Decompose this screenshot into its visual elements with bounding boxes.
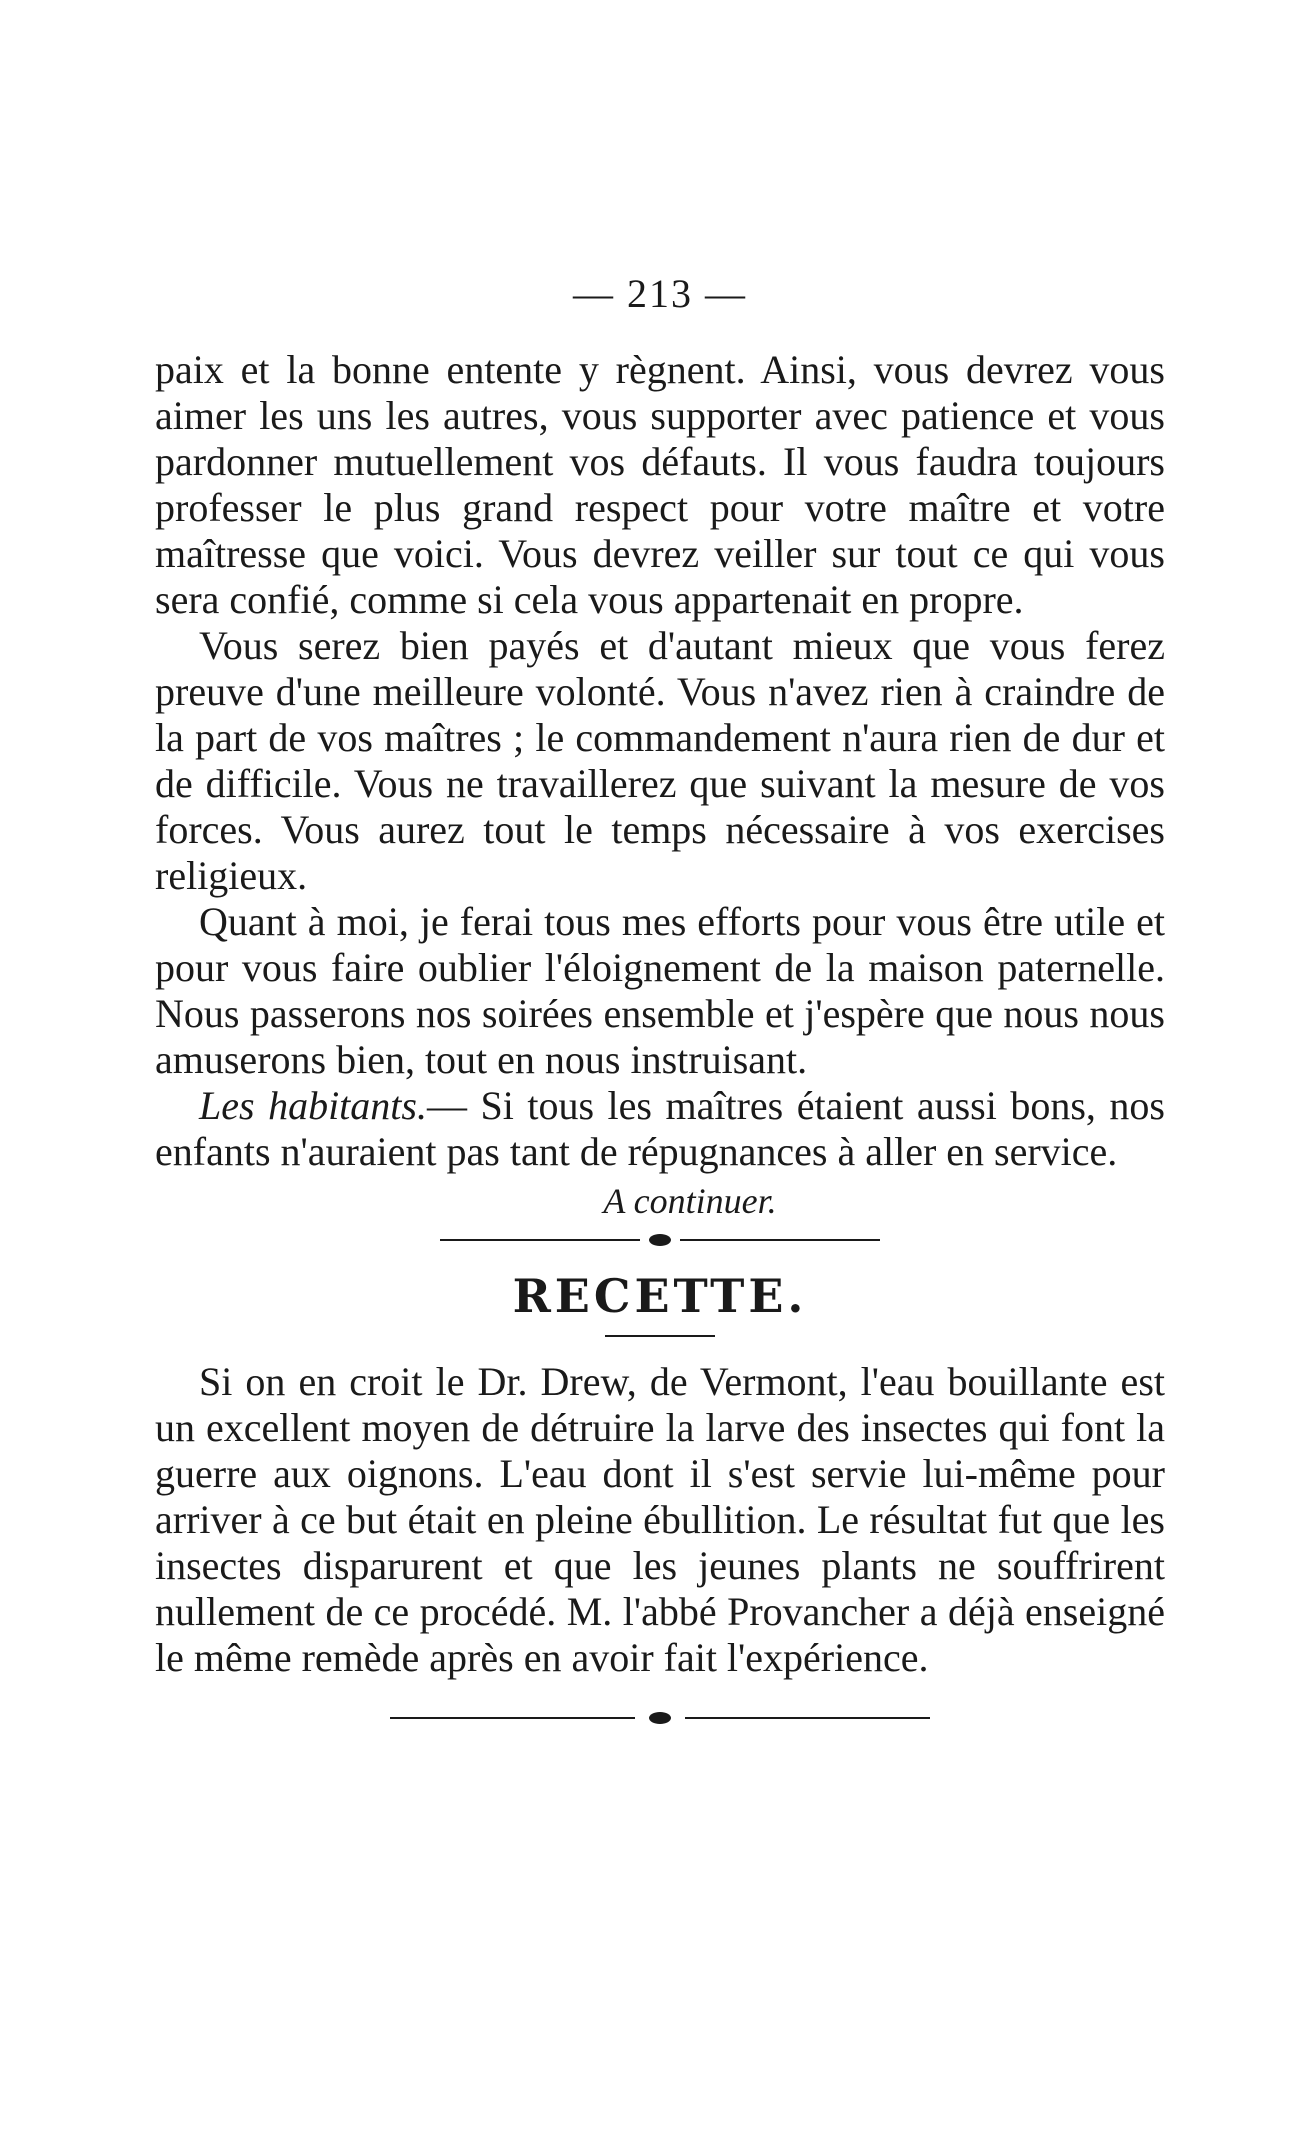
paragraph-wages: Vous serez bien payés et d'autant mieux que vous ferez preuve d'une meilleure volonté. Vous n'avez rien à craindre de la part de vos maîtres ; le commandement n'aura rien de dur et de difficile. Vous ne travaillerez que suivant la mesure de vos forces. Vous aurez tout le temps nécessaire à vos exercises religieux. bbox=[155, 623, 1165, 898]
paragraph-recette: Si on en croit le Dr. Drew, de Vermont, l'eau bouillante est un excellent moyen de détruire la larve des insectes qui font la guerre aux oignons. L'eau dont il s'est servie lui-même pour arriver à ce but était en pleine ébullition. Le résultat fut que les insectes disparurent et que les jeunes plants ne souffrirent nullement de ce procédé. M. l'abbé Provancher a déjà enseigné le même remède après en avoir fait l'expérience. bbox=[155, 1359, 1165, 1680]
paragraph-continuation: paix et la bonne entente y règnent. Ainsi, vous devrez vous aimer les uns les autres, vous supporter avec patience et vous pardonner mutuellement vos défauts. Il vous faudra toujours professer le plus grand respect pour votre maître et votre maîtresse que voici. Vous devrez veiller sur tout ce qui vous sera confié, comme si cela vous appartenait en propre. bbox=[155, 347, 1165, 622]
ornament-diamond-icon bbox=[649, 1234, 671, 1246]
speaker-label: Les habitants. bbox=[199, 1083, 427, 1128]
ornament-rule-top bbox=[440, 1233, 880, 1247]
document-page bbox=[155, 270, 1165, 1735]
ornament-diamond-icon bbox=[649, 1712, 671, 1724]
continuation-note: A continuer. bbox=[603, 1181, 777, 1221]
title-underline bbox=[605, 1335, 715, 1337]
section-title: RECETTE. bbox=[512, 1269, 808, 1323]
paragraph-efforts: Quant à moi, je ferai tous mes efforts pour vous être utile et pour vous faire oublier l'éloignement de la maison paternelle. Nous passerons nos soirées ensemble et j'espère que nous nous amuserons bien, tout en nous instruisant. bbox=[155, 899, 1165, 1082]
paragraph-habitants bbox=[155, 1083, 1165, 1175]
speaker-text: — Si tous les maîtres étaient aussi bons, nos enfants n'auraient pas tant de répugnances à aller en service. bbox=[155, 1083, 1165, 1174]
ornament-rule-bottom bbox=[390, 1711, 930, 1725]
page-number: — 213 — bbox=[573, 271, 747, 316]
